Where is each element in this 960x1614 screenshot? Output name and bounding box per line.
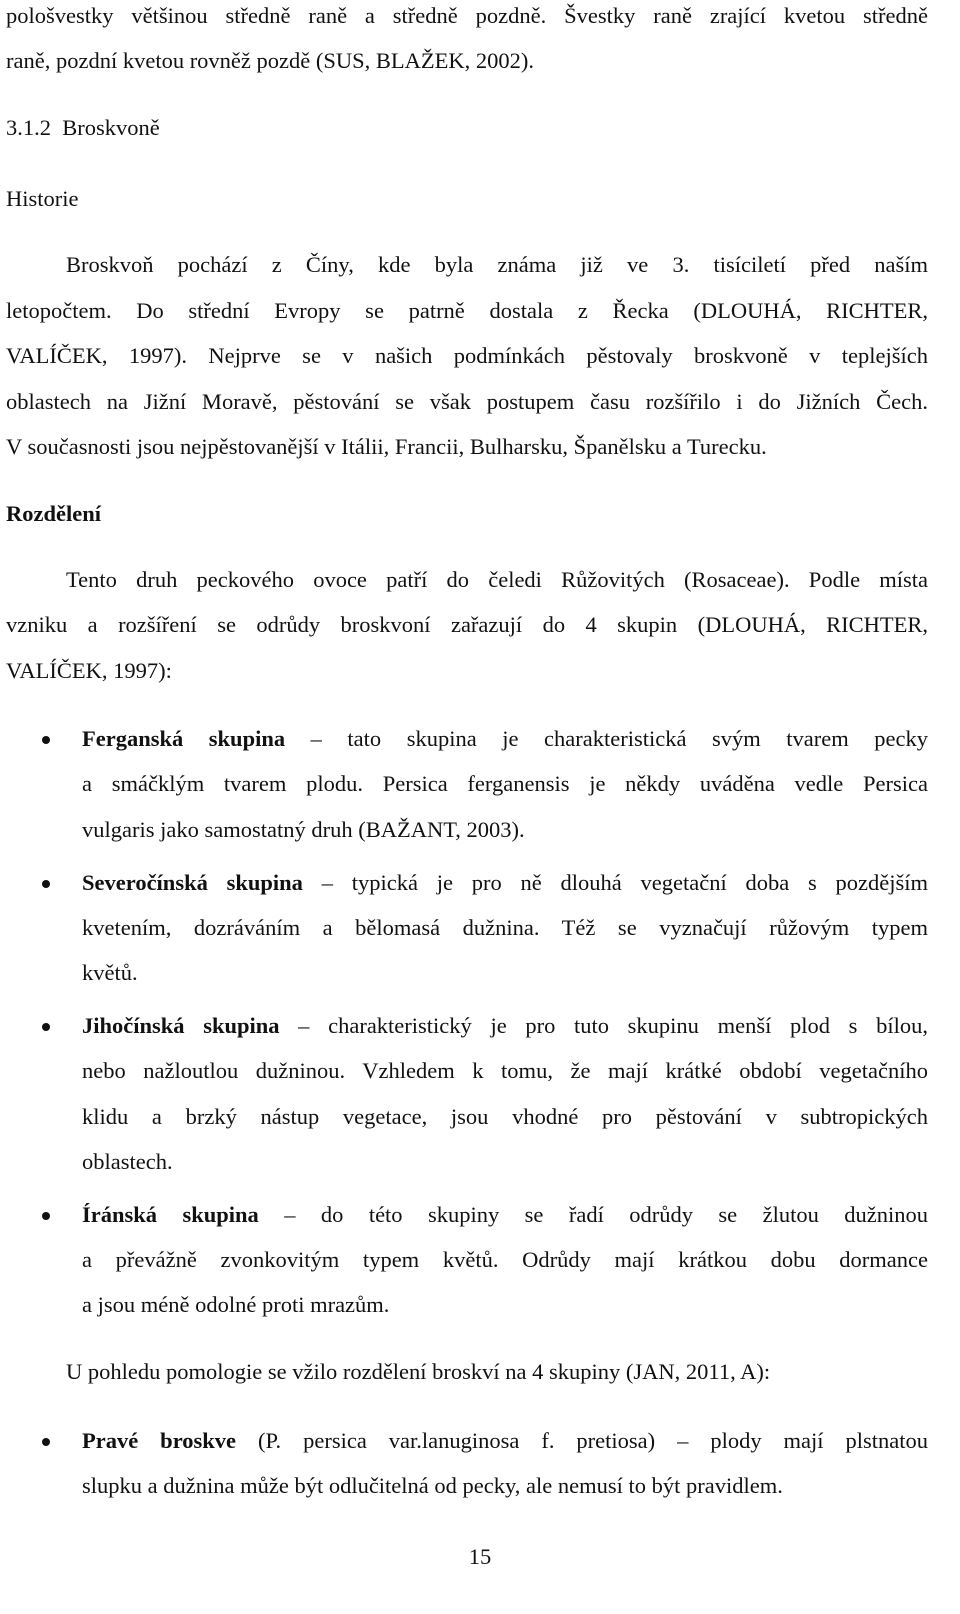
list-item-line: oblastech. — [82, 1149, 173, 1174]
bullet-icon — [42, 1212, 50, 1220]
group-description: – do této skupiny se řadí odrůdy se žlutou dužninou — [258, 1202, 929, 1227]
list-item-line — [82, 868, 928, 898]
bullet-icon — [42, 1023, 50, 1031]
paragraph-line: pološvestky většinou středně raně a středně pozdně. Švestky raně zrající kvetou středně — [6, 3, 928, 28]
group-name: Ferganská skupina — [82, 726, 286, 751]
list-item-line: klidu a brzký nástup vegetace, jsou vhodné pro pěstování v subtropických — [82, 1104, 928, 1129]
paragraph-line: vzniku a rozšíření se odrůdy broskvoní zařazují do 4 skupin (DLOUHÁ, RICHTER, — [6, 612, 928, 637]
paragraph-line: oblastech na Jižní Moravě, pěstování se však postupem času rozšířilo i do Jižních Čech. — [6, 389, 928, 414]
bullet-icon — [42, 736, 50, 744]
paragraph-line: V současnosti jsou nejpěstovanější v Itálii, Francii, Bulharsku, Španělsku a Turecku. — [6, 434, 767, 459]
section-heading — [6, 113, 928, 143]
page-number: 15 — [468, 1544, 492, 1569]
subheading-historie: Historie — [6, 186, 79, 211]
paragraph-line: U pohledu pomologie se vžilo rozdělení broskví na 4 skupiny (JAN, 2011, A): — [66, 1359, 771, 1384]
group-description: – charakteristický je pro tuto skupinu menší plod s bílou, — [279, 1013, 928, 1038]
section-number: 3.1.2 — [6, 115, 51, 140]
group-description: (P. persica var.lanuginosa f. pretiosa) – plody mají plstnatou — [236, 1428, 929, 1453]
section-title: Broskvoně — [62, 115, 160, 140]
list-item-line: slupku a dužnina může být odlučitelná od pecky, ale nemusí to být pravidlem. — [82, 1473, 783, 1498]
paragraph-line: VALÍČEK, 1997): — [6, 658, 172, 683]
list-item-line: nebo nažloutlou dužninou. Vzhledem k tomu, že mají krátké období vegetačního — [82, 1058, 928, 1083]
bullet-icon — [42, 880, 50, 888]
group-name: Jihočínská skupina — [82, 1013, 280, 1038]
list-item-line: a smáčklým tvarem plodu. Persica ferganensis je někdy uváděna vedle Persica — [82, 771, 928, 796]
list-item-line: vulgaris jako samostatný druh (BAŽANT, 2003). — [82, 817, 525, 842]
paragraph-line: Tento druh peckového ovoce patří do čeledi Růžovitých (Rosaceae). Podle místa — [66, 567, 928, 592]
group-description: – tato skupina je charakteristická svým tvarem pecky — [285, 726, 929, 751]
paragraph-line: raně, pozdní kvetou rovněž pozdě (SUS, BLAŽEK, 2002). — [6, 48, 535, 73]
paragraph-line: letopočtem. Do střední Evropy se patrně dostala z Řecka (DLOUHÁ, RICHTER, — [6, 298, 928, 323]
group-name: Pravé broskve — [82, 1428, 237, 1453]
list-item-line — [82, 724, 928, 754]
group-name: Severočínská skupina — [82, 870, 303, 895]
bullet-icon — [42, 1438, 50, 1446]
list-item-line: a jsou méně odolné proti mrazům. — [82, 1292, 390, 1317]
list-item-line — [82, 1011, 928, 1041]
paragraph-line: VALÍČEK, 1997). Nejprve se v našich podmínkách pěstovaly broskvoně v teplejších — [6, 343, 928, 368]
group-description: – typická je pro ně dlouhá vegetační doba s pozdějším — [302, 870, 928, 895]
paragraph-line: Broskvoň pochází z Číny, kde byla známa již ve 3. tisíciletí před naším — [66, 252, 928, 277]
subheading-rozdeleni: Rozdělení — [6, 501, 101, 526]
list-item-line — [82, 1426, 928, 1456]
list-item-line: a převážně zvonkovitým typem květů. Odrůdy mají krátkou dobu dormance — [82, 1247, 928, 1272]
group-name: Íránská skupina — [82, 1202, 259, 1227]
list-item-line: květů. — [82, 960, 138, 985]
list-item-line — [82, 1200, 928, 1230]
list-item-line: kvetením, dozráváním a bělomasá dužnina. Též se vyznačují růžovým typem — [82, 915, 928, 940]
